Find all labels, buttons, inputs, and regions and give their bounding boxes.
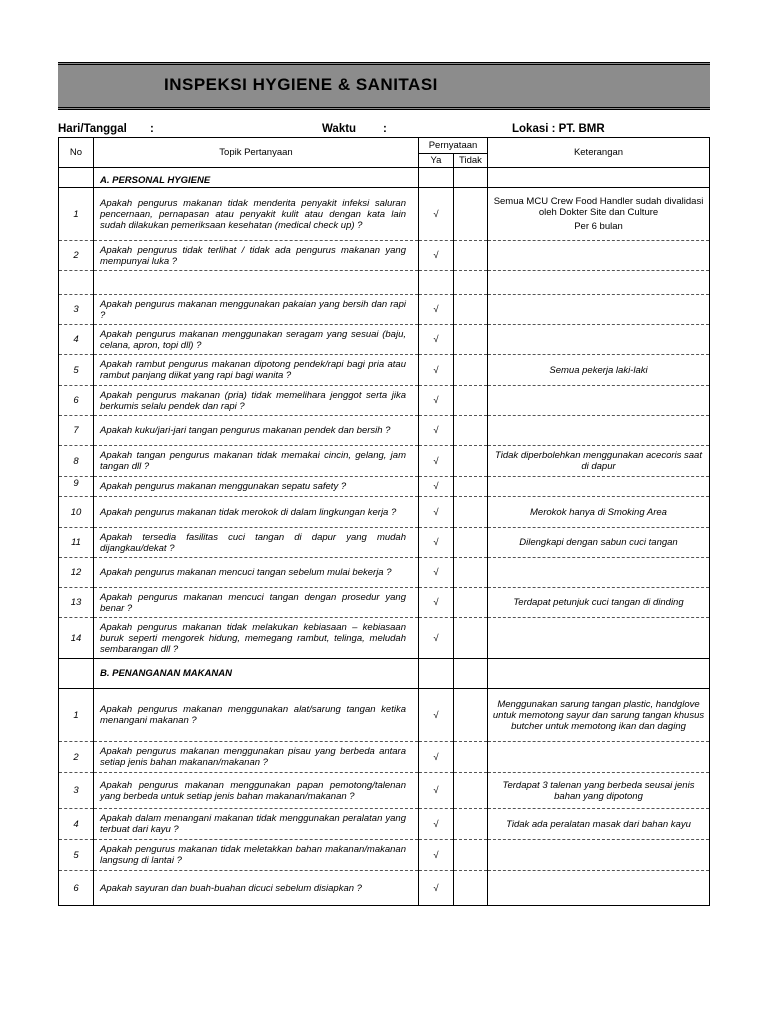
ya-checkbox[interactable]: √ [419, 497, 454, 528]
question-text: Apakah pengurus makanan menggunakan pisau yang berbeda antara setiap jenis bahan makanan/makanan ? [94, 742, 419, 773]
keterangan-cell [488, 742, 710, 773]
ya-checkbox[interactable]: √ [419, 295, 454, 325]
row-number: 6 [59, 871, 94, 906]
question-text: Apakah pengurus tidak terlihat / tidak ada pengurus makanan yang mempunyai luka ? [94, 241, 419, 271]
row-number: 1 [59, 188, 94, 241]
keterangan-cell [488, 871, 710, 906]
keterangan-note: Per 6 bulan [574, 221, 623, 232]
inspection-table [58, 137, 710, 906]
ya-checkbox[interactable]: √ [419, 446, 454, 477]
header-keterangan: Keterangan [488, 138, 710, 168]
keterangan-cell [488, 355, 710, 386]
row-number: 12 [59, 558, 94, 588]
section-row-a [59, 168, 710, 188]
row-number: 4 [59, 325, 94, 355]
page-title: INSPEKSI HYGIENE & SANITASI [164, 75, 438, 94]
question-text [94, 271, 419, 295]
question-text: Apakah tangan pengurus makanan tidak memakai cincin, gelang, jam tangan dll ? [94, 446, 419, 477]
question-text: Apakah sayuran dan buah-buahan dicuci sebelum disiapkan ? [94, 871, 419, 906]
header-topik: Topik Pertanyaan [94, 138, 419, 168]
ya-checkbox[interactable]: √ [419, 416, 454, 446]
question-text: Apakah pengurus makanan menggunakan alat/sarung tangan ketika menangani makanan ? [94, 689, 419, 742]
table-row [59, 773, 710, 809]
section-b-title: B. PENANGANAN MAKANAN [94, 659, 419, 689]
row-number: 2 [59, 742, 94, 773]
section-a-title: A. PERSONAL HYGIENE [94, 168, 419, 188]
tidak-checkbox[interactable] [454, 618, 488, 659]
row-number: 4 [59, 809, 94, 840]
table-row [59, 689, 710, 742]
table-row [59, 446, 710, 477]
question-text: Apakah pengurus makanan mencuci tangan sebelum mulai bekerja ? [94, 558, 419, 588]
tidak-checkbox[interactable] [454, 871, 488, 906]
keterangan-cell [488, 271, 710, 295]
question-text: Apakah pengurus makanan menggunakan sepatu safety ? [94, 477, 419, 497]
tidak-checkbox[interactable] [454, 742, 488, 773]
hari-label: Hari/Tanggal [58, 123, 127, 135]
table-row [59, 386, 710, 416]
question-text: Apakah pengurus makanan tidak merokok di dalam lingkungan kerja ? [94, 497, 419, 528]
ya-checkbox[interactable]: √ [419, 809, 454, 840]
keterangan-text: Merokok hanya di Smoking Area [530, 506, 667, 518]
tidak-checkbox[interactable] [454, 689, 488, 742]
keterangan-text: Tidak ada peralatan masak dari bahan kayu [506, 818, 691, 830]
question-text: Apakah dalam menangani makanan tidak menggunakan peralatan yang terbuat dari kayu ? [94, 809, 419, 840]
header-row [59, 138, 710, 154]
tidak-checkbox[interactable] [454, 809, 488, 840]
tidak-checkbox[interactable] [454, 386, 488, 416]
ya-checkbox[interactable]: √ [419, 325, 454, 355]
row-number: 5 [59, 355, 94, 386]
section-b-body [59, 689, 710, 906]
ya-checkbox[interactable]: √ [419, 588, 454, 618]
question-text: Apakah pengurus makanan menggunakan seragam yang sesuai (baju, celana, apron, topi dll) ? [94, 325, 419, 355]
tidak-checkbox[interactable] [454, 295, 488, 325]
table-row [59, 742, 710, 773]
keterangan-cell [488, 188, 710, 241]
keterangan-text: Tidak diperbolehkan menggunakan acecoris saat di dapur [495, 450, 702, 472]
tidak-checkbox[interactable] [454, 355, 488, 386]
table-row [59, 241, 710, 271]
ya-checkbox[interactable]: √ [419, 773, 454, 809]
question-text: Apakah pengurus makanan menggunakan papan pemotong/talenan yang berbeda untuk setiap jenis bahan makanan/makanan ? [94, 773, 419, 809]
keterangan-cell [488, 497, 710, 528]
row-number: 10 [59, 497, 94, 528]
tidak-checkbox[interactable] [454, 528, 488, 558]
header-no: No [59, 138, 94, 168]
row-number: 3 [59, 295, 94, 325]
table-row [59, 355, 710, 386]
question-text: Apakah pengurus makanan mencuci tangan dengan prosedur yang benar ? [94, 588, 419, 618]
tidak-checkbox[interactable] [454, 241, 488, 271]
keterangan-cell [488, 588, 710, 618]
tidak-checkbox[interactable] [454, 188, 488, 241]
table-row [59, 558, 710, 588]
keterangan-cell [488, 773, 710, 809]
section-row-b [59, 659, 710, 689]
row-number: 1 [59, 689, 94, 742]
ya-checkbox[interactable]: √ [419, 528, 454, 558]
keterangan-cell [488, 386, 710, 416]
hari-colon: : [150, 123, 154, 135]
tidak-checkbox[interactable] [454, 558, 488, 588]
keterangan-cell [488, 558, 710, 588]
table-row [59, 271, 710, 295]
keterangan-cell [488, 840, 710, 871]
row-number [59, 271, 94, 295]
question-text: Apakah pengurus makanan tidak menderita penyakit infeksi saluran pencernaan, pernapasan atau penyakit kulit atau dengan kata lain sudah dilakukan pemeriksaan kesehatan (medical check up) ? [94, 188, 419, 241]
tidak-checkbox[interactable] [454, 497, 488, 528]
row-number: 8 [59, 446, 94, 477]
table-row [59, 497, 710, 528]
header-pernyataan: Pernyataan [419, 138, 488, 154]
row-number: 11 [59, 528, 94, 558]
waktu-colon: : [383, 123, 387, 135]
tidak-checkbox[interactable] [454, 773, 488, 809]
ya-checkbox[interactable]: √ [419, 477, 454, 497]
table-row [59, 188, 710, 241]
keterangan-text: Menggunakan sarung tangan plastic, handglove untuk memotong sayur dan sarung tangan khusus butcher untuk memotong ikan dan daging [492, 698, 705, 732]
ya-checkbox[interactable]: √ [419, 355, 454, 386]
keterangan-cell [488, 241, 710, 271]
row-number: 3 [59, 773, 94, 809]
question-text: Apakah tersedia fasilitas cuci tangan di dapur yang mudah dijangkau/dekat ? [94, 528, 419, 558]
table-row [59, 528, 710, 558]
waktu-label: Waktu [322, 123, 357, 135]
ya-checkbox[interactable]: √ [419, 241, 454, 271]
header-ya: Ya [419, 154, 454, 168]
row-number: 13 [59, 588, 94, 618]
table-row [59, 295, 710, 325]
row-number: 9 [59, 477, 94, 497]
ya-checkbox[interactable]: √ [419, 188, 454, 241]
tidak-checkbox[interactable] [454, 271, 488, 295]
tidak-checkbox[interactable] [454, 325, 488, 355]
keterangan-cell [488, 295, 710, 325]
keterangan-cell [488, 528, 710, 558]
row-number: 7 [59, 416, 94, 446]
keterangan-text: Terdapat 3 talenan yang berbeda seusai jenis bahan yang dipotong [502, 779, 695, 802]
title-bar [58, 62, 710, 110]
ya-checkbox[interactable]: √ [419, 689, 454, 742]
question-text: Apakah rambut pengurus makanan dipotong pendek/rapi bagi pria atau rambut panjang diikat yang rapi bagi wanita ? [94, 355, 419, 386]
row-number: 2 [59, 241, 94, 271]
keterangan-text: Dilengkapi dengan sabun cuci tangan [519, 537, 678, 548]
keterangan-cell [488, 809, 710, 840]
keterangan-cell [488, 325, 710, 355]
question-text: Apakah pengurus makanan menggunakan pakaian yang bersih dan rapi ? [94, 295, 419, 325]
table-row [59, 588, 710, 618]
table-row [59, 477, 710, 497]
tidak-checkbox[interactable] [454, 588, 488, 618]
ya-checkbox[interactable]: √ [419, 742, 454, 773]
ya-checkbox[interactable]: √ [419, 386, 454, 416]
ya-checkbox[interactable]: √ [419, 840, 454, 871]
keterangan-text: Semua MCU Crew Food Handler sudah divalidasi oleh Dokter Site dan Culture [493, 196, 704, 218]
section-a-body [59, 188, 710, 659]
table-row [59, 618, 710, 659]
row-number: 6 [59, 386, 94, 416]
header-tidak: Tidak [454, 154, 488, 168]
keterangan-text: Terdapat petunjuk cuci tangan di dinding [513, 597, 684, 608]
keterangan-cell [488, 416, 710, 446]
keterangan-cell [488, 477, 710, 497]
tidak-checkbox[interactable] [454, 416, 488, 446]
table-row [59, 325, 710, 355]
table-row [59, 840, 710, 871]
table-row [59, 809, 710, 840]
keterangan-text: Semua pekerja laki-laki [549, 364, 648, 376]
row-number: 14 [59, 618, 94, 659]
table-row [59, 416, 710, 446]
keterangan-cell [488, 689, 710, 742]
tidak-checkbox[interactable] [454, 840, 488, 871]
lokasi-label: Lokasi : PT. BMR [512, 123, 605, 135]
question-text: Apakah pengurus makanan tidak melakukan kebiasaan – kebiasaan buruk seperti mengorek hidung, memegang rambut, telinga, meludah sembarangan dll ? [94, 618, 419, 659]
row-number: 5 [59, 840, 94, 871]
table-row [59, 871, 710, 906]
keterangan-cell [488, 446, 710, 477]
question-text: Apakah kuku/jari-jari tangan pengurus makanan pendek dan bersih ? [94, 416, 419, 446]
tidak-checkbox[interactable] [454, 446, 488, 477]
tidak-checkbox[interactable] [454, 477, 488, 497]
ya-checkbox[interactable]: √ [419, 871, 454, 906]
question-text: Apakah pengurus makanan (pria) tidak memelihara jenggot serta jika berkumis selalu pendek dan rapi ? [94, 386, 419, 416]
ya-checkbox[interactable]: √ [419, 618, 454, 659]
keterangan-cell [488, 618, 710, 659]
question-text: Apakah pengurus makanan tidak meletakkan bahan makanan/makanan langsung di lantai ? [94, 840, 419, 871]
ya-checkbox[interactable]: √ [419, 558, 454, 588]
ya-checkbox[interactable] [419, 271, 454, 295]
